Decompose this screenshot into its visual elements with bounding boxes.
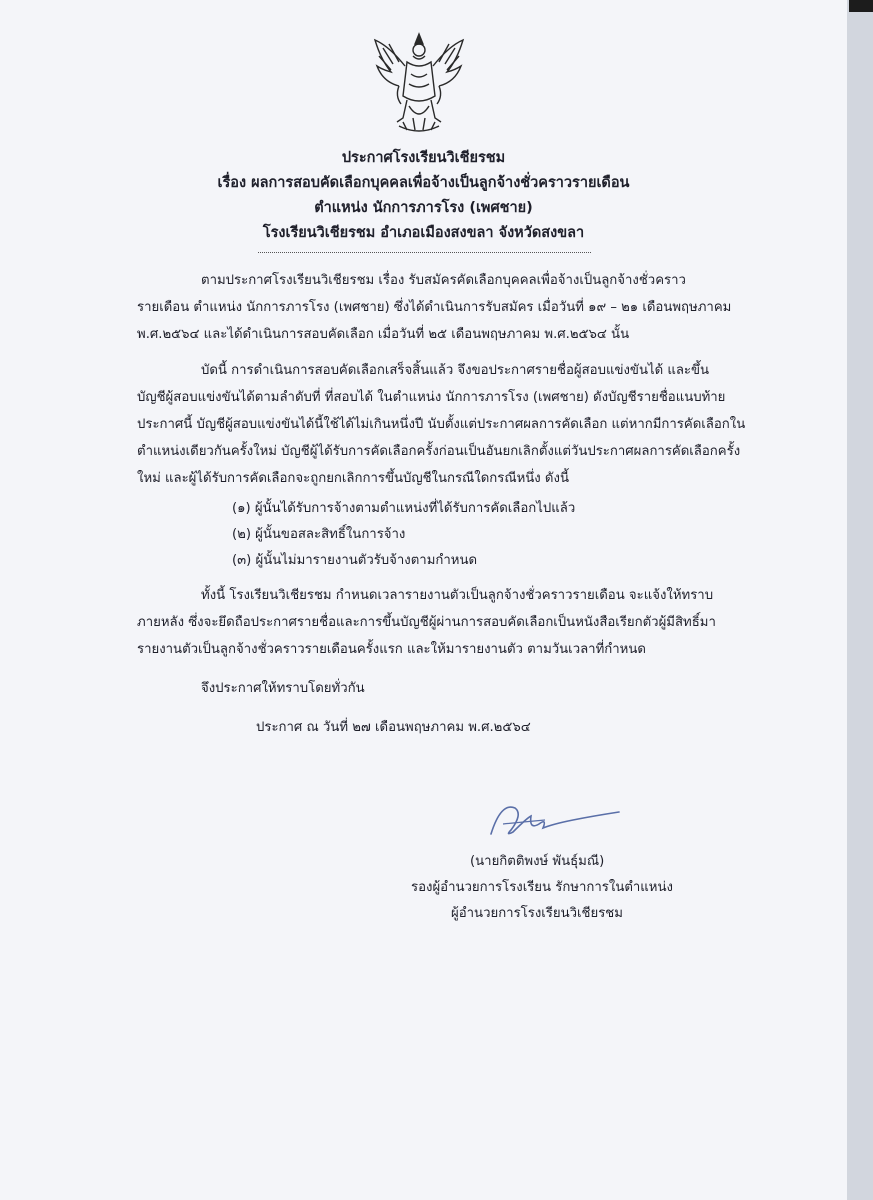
announcement-title: ประกาศโรงเรียนวิเชียรชม (341, 150, 506, 166)
paragraph-line: ทั้งนี้ โรงเรียนวิเชียรชม กำหนดเวลารายงานตัวเป็นลูกจ้างชั่วคราวรายเดือน จะแจ้งให้ทราบ (201, 588, 714, 603)
handwritten-signature (483, 794, 623, 844)
closing-line: จึงประกาศให้ทราบโดยทั่วกัน (201, 681, 365, 696)
paragraph-line: รายเดือน ตำแหน่ง นักการภารโรง (เพศชาย) ซึ่งได้ดำเนินการรับสมัคร เมื่อวันที่ ๑๙ – ๒๑ เดือนพฤษภาคม (137, 300, 732, 315)
paragraph-line: ประกาศนี้ บัญชีผู้สอบแข่งขันได้นี้ใช้ได้ไม่เกินหนึ่งปี นับตั้งแต่ประกาศผลการคัดเลือก แต่หากมีการคัดเลือกใน (137, 417, 746, 432)
announcement-subject: เรื่อง ผลการสอบคัดเลือกบุคคลเพื่อจ้างเป็นลูกจ้างชั่วคราวรายเดือน (217, 175, 630, 191)
signer-role: รองผู้อำนวยการโรงเรียน รักษาการในตำแหน่ง (411, 880, 673, 895)
paragraph-line: รายงานตัวเป็นลูกจ้างชั่วคราวรายเดือนครั้งแรก และให้มารายงานตัว ตามวันเวลาที่กำหนด (137, 642, 646, 657)
signer-title: ผู้อำนวยการโรงเรียนวิเชียรชม (451, 906, 623, 921)
announcement-date: ประกาศ ณ วันที่ ๒๗ เดือนพฤษภาคม พ.ศ.๒๕๖๔ (256, 720, 531, 735)
paragraph-line: ภายหลัง ซึ่งจะยึดถือประกาศรายชื่อและการขึ้นบัญชีผู้ผ่านการสอบคัดเลือกเป็นหนังสือเรียกตัวผู้มีสิทธิ์มา (137, 615, 716, 630)
paragraph-line: ตามประกาศโรงเรียนวิเชียรชม เรื่อง รับสมัครคัดเลือกบุคคลเพื่อจ้างเป็นลูกจ้างชั่วคราว (201, 273, 686, 288)
scan-edge (847, 0, 873, 1200)
paragraph-line: พ.ศ.๒๕๖๔ และได้ดำเนินการสอบคัดเลือก เมื่อวันที่ ๒๕ เดือนพฤษภาคม พ.ศ.๒๕๖๔ นั้น (137, 327, 630, 342)
list-item: (๒) ผู้นั้นขอสละสิทธิ์ในการจ้าง (232, 527, 406, 542)
list-item: (๓) ผู้นั้นไม่มารายงานตัวรับจ้างตามกำหนด (232, 553, 478, 568)
signer-name: (นายกิตติพงษ์ พันธุ์มณี) (470, 854, 605, 869)
paragraph-line: ใหม่ และผู้ได้รับการคัดเลือกจะถูกยกเลิกการขึ้นบัญชีในกรณีใดกรณีหนึ่ง ดังนี้ (137, 471, 569, 486)
garuda-emblem-icon (369, 26, 469, 138)
announcement-school: โรงเรียนวิเชียรชม อำเภอเมืองสงขลา จังหวัดสงขลา (262, 225, 585, 241)
announcement-position: ตำแหน่ง นักการภารโรง (เพศชาย) (314, 200, 533, 216)
list-item: (๑) ผู้นั้นได้รับการจ้างตามตำแหน่งที่ได้รับการคัดเลือกไปแล้ว (232, 501, 576, 516)
paragraph-line: บัดนี้ การดำเนินการสอบคัดเลือกเสร็จสิ้นแล้ว จึงขอประกาศรายชื่อผู้สอบแข่งขันได้ และขึ้น (201, 363, 710, 378)
paragraph-line: ตำแหน่งเดียวกันครั้งใหม่ บัญชีผู้ได้รับการคัดเลือกครั้งก่อนเป็นอันยกเลิกตั้งแต่วันประกาศผลการคัดเลือกครั้ง (137, 444, 741, 459)
scan-edge-mark (849, 0, 873, 12)
paragraph-line: บัญชีผู้สอบแข่งขันได้ตามลำดับที่ ที่สอบได้ ในตำแหน่ง นักการภารโรง (เพศชาย) ดังบัญชีรายชื่อแนบท้าย (137, 390, 726, 405)
divider (258, 252, 591, 253)
